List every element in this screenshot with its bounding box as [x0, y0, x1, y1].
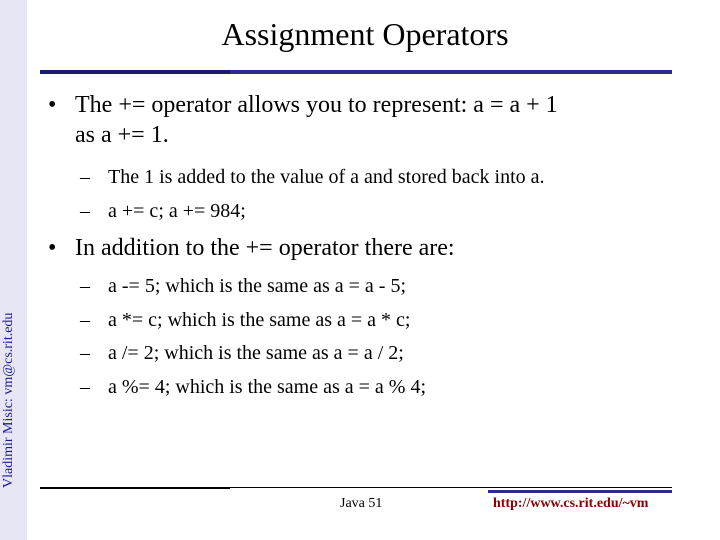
footer-slide-number: Java 51 — [340, 496, 383, 511]
sub-text: a /= 2; which is the same as a = a / 2; — [108, 342, 404, 364]
sub-text: a -= 5; which is the same as a = a - 5; — [108, 275, 407, 297]
sub-dash: – — [80, 309, 90, 331]
sub-dash: – — [80, 166, 90, 188]
sub-text: The 1 is added to the value of a and stored back into a. — [108, 166, 545, 188]
sub-text: a *= c; which is the same as a = a * c; — [108, 309, 411, 331]
bullet-1-mark: • — [48, 92, 57, 118]
slide-title: Assignment Operators — [221, 16, 509, 52]
bullet-1-line-1: The += operator allows you to represent: a = a + 1 — [75, 92, 558, 118]
bullet-1-line-2: as a += 1. — [75, 122, 169, 148]
sub-dash: – — [80, 376, 90, 398]
sub-text: a %= 4; which is the same as a = a % 4; — [108, 376, 427, 398]
footer-rule-accent — [40, 487, 230, 489]
sub-dash: – — [80, 275, 90, 297]
bullet-2-mark: • — [48, 235, 57, 261]
sub-text: a += c; a += 984; — [108, 200, 246, 222]
sub-dash: – — [80, 200, 90, 222]
bullet-2-line-1: In addition to the += operator there are: — [75, 235, 455, 261]
footer-url-bar — [488, 490, 672, 493]
footer-url-link[interactable]: http://www.cs.rit.edu/~vm — [493, 496, 649, 511]
title-rule-accent — [40, 70, 230, 74]
sub-dash: – — [80, 342, 90, 364]
author-vertical-label: Vladimir Misic: vm@cs.rit.edu — [1, 312, 16, 488]
